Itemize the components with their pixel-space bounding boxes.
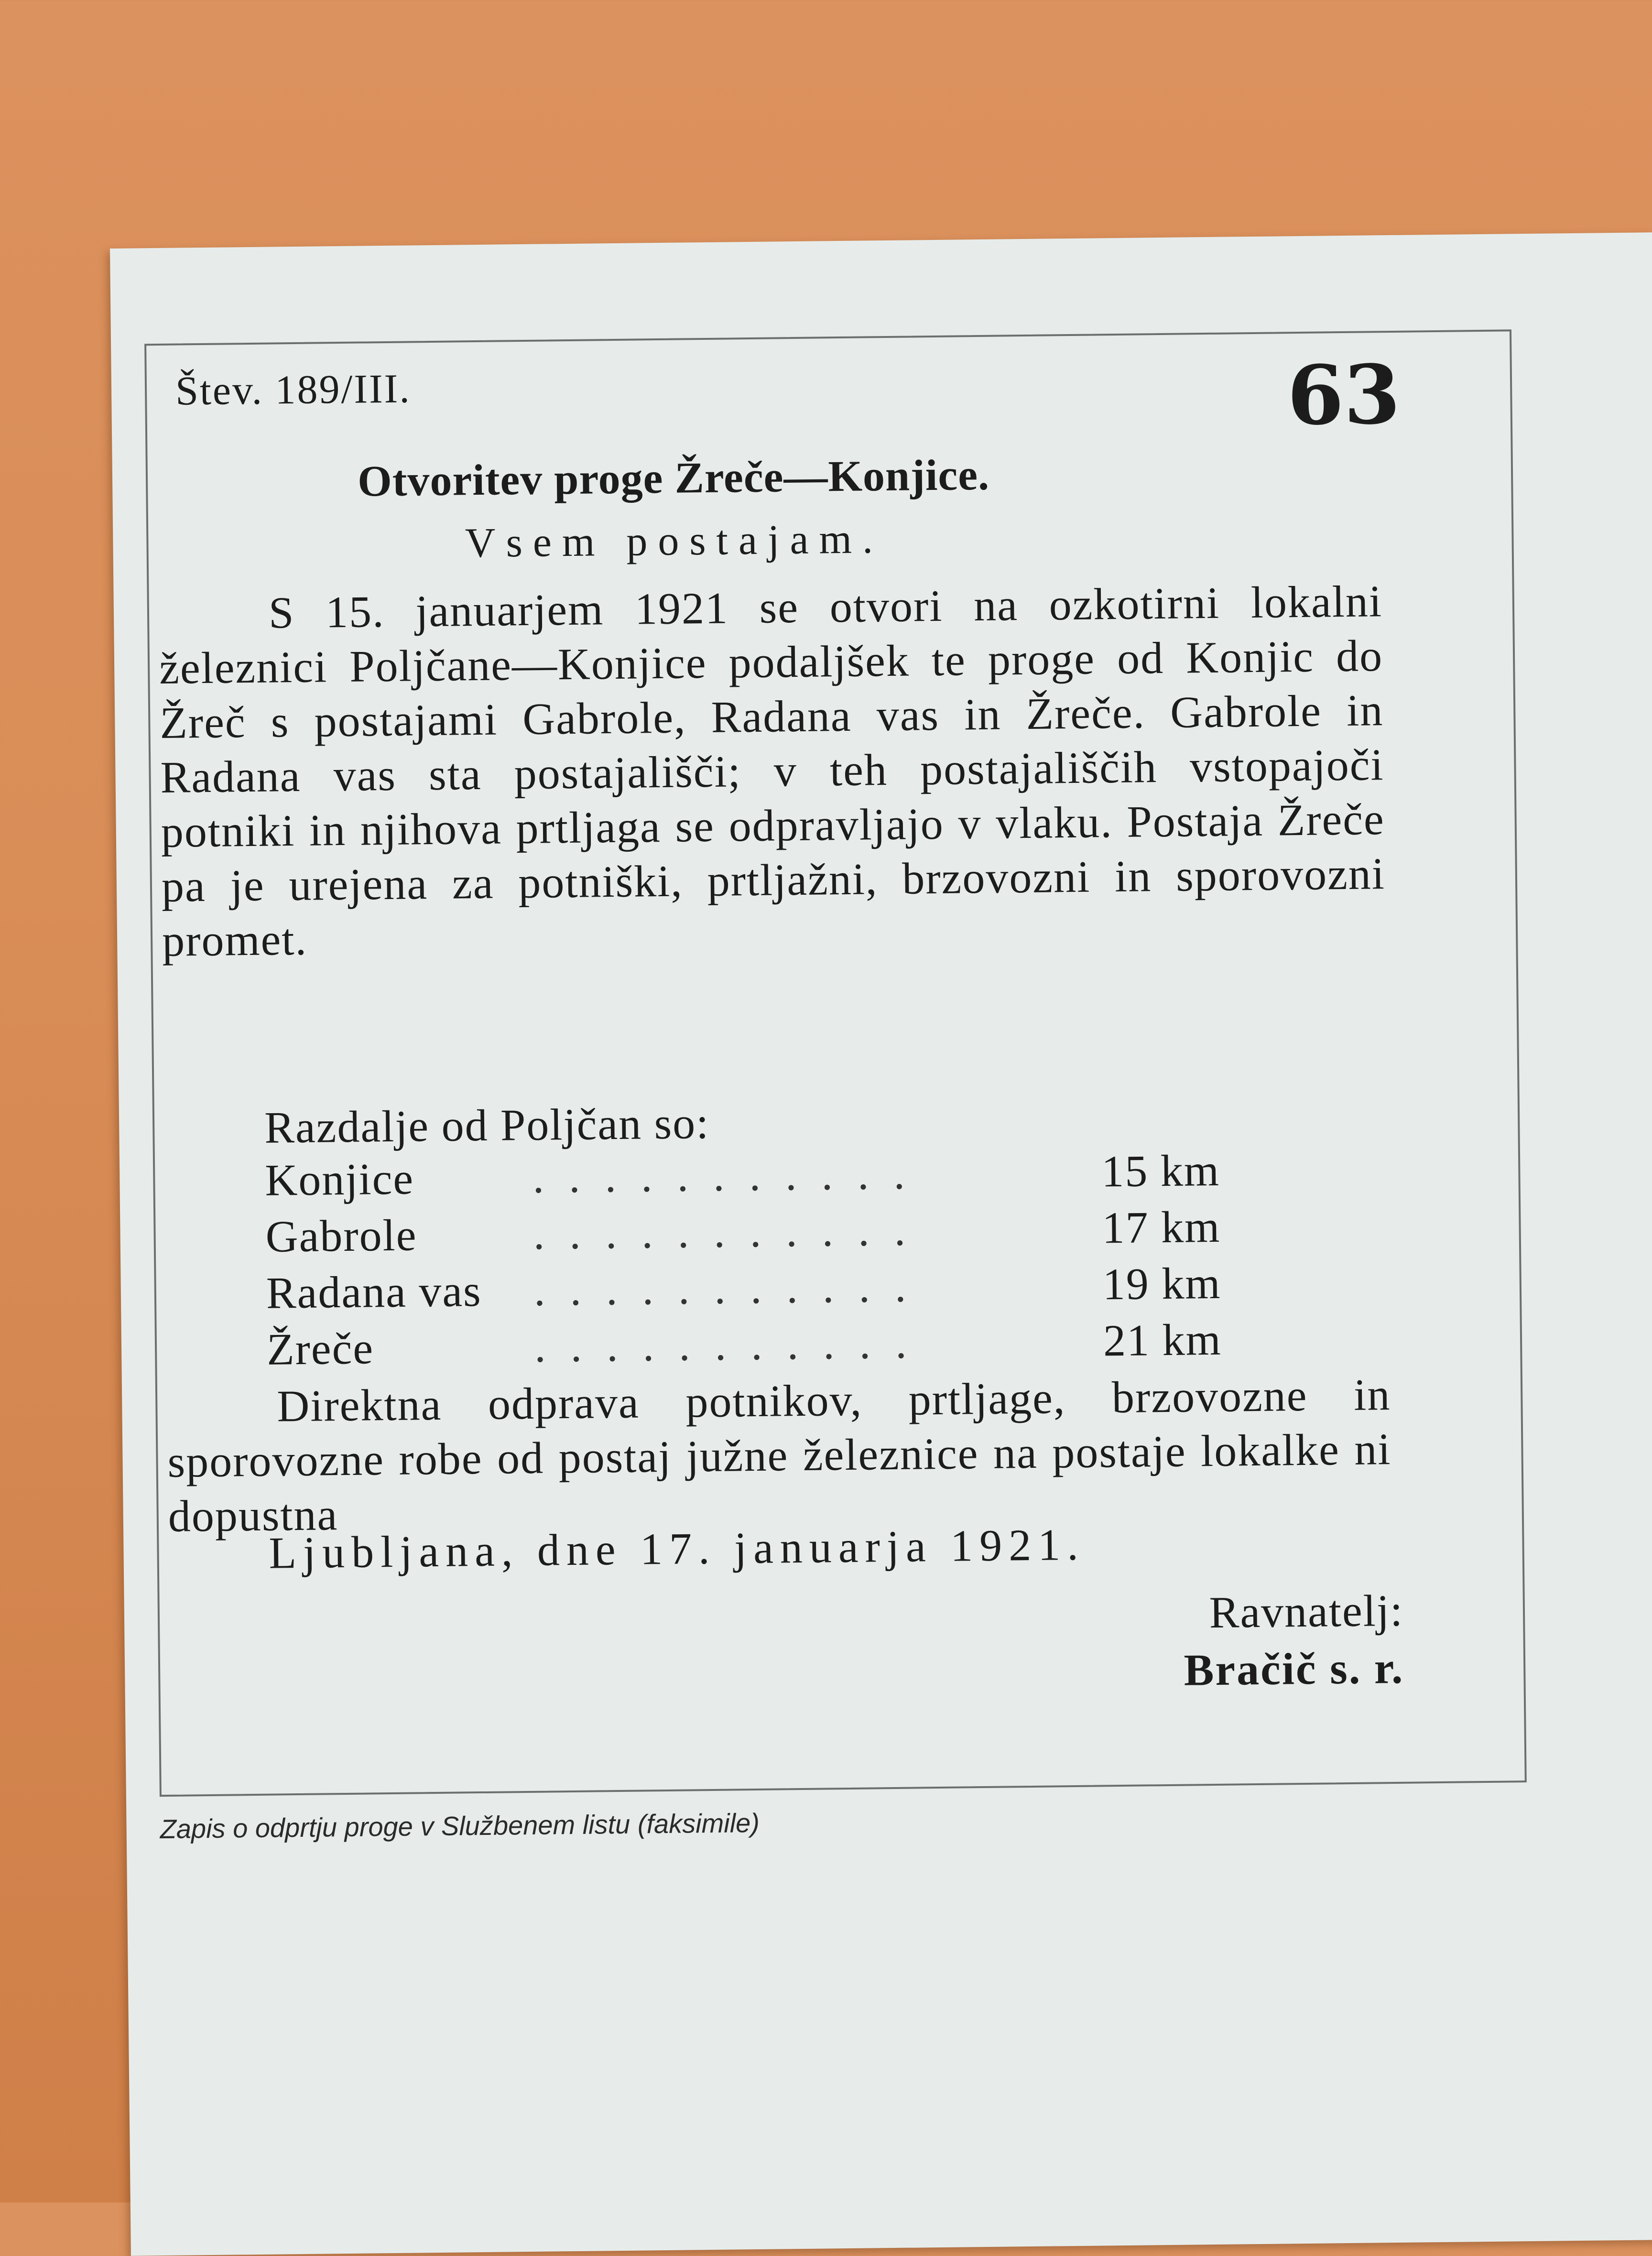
dot-leader: ........... bbox=[533, 1261, 931, 1315]
distances-list bbox=[265, 1144, 1271, 1380]
distance-value: 17 km bbox=[1102, 1202, 1221, 1253]
distance-row bbox=[265, 1201, 1270, 1268]
paper-sheet bbox=[110, 232, 1652, 2256]
distance-value: 15 km bbox=[1101, 1145, 1220, 1197]
distance-value: 19 km bbox=[1102, 1258, 1221, 1310]
paragraph-2 bbox=[167, 1367, 1392, 1544]
signer-name: Bračič s. r. bbox=[1184, 1643, 1404, 1695]
distance-row bbox=[265, 1144, 1269, 1211]
dot-leader: ........... bbox=[534, 1318, 932, 1372]
dot-leader: ........... bbox=[532, 1149, 930, 1203]
paragraph-1 bbox=[158, 574, 1386, 968]
paragraph-1-text: S 15. januarjem 1921 se otvori na ozkotirni lokalni železnici Poljčane—Konjice podaljšek te proge od Konjic do Žreč s postajami Gabrole, Radana vas in Žreče. Gabrole in Radana vas sta postajališči; v teh postajališčih vstopajoči potniki in njihova prtljaga se odpravljajo v vlaku. Postaja Žreče pa je urejena za potniški, prtljažni, brzovozni in sporovozni promet. bbox=[159, 576, 1386, 966]
paragraph-2-text: Direktna odprava potnikov, prtljage, brzovozne in sporovozne robe od postaj južne železnice na postaje lokalke ni dopustna bbox=[167, 1370, 1391, 1541]
place-date: Ljubljana, dne 17. januarja 1921. bbox=[269, 1519, 1086, 1578]
distance-place: Konjice bbox=[264, 1154, 414, 1205]
distance-place: Gabrole bbox=[265, 1210, 417, 1262]
signer-title: Ravnatelj: bbox=[1209, 1585, 1404, 1638]
distances-heading: Razdalje od Poljčan so: bbox=[264, 1098, 710, 1153]
document-title: Otvoritev proge Žreče—Konjice. bbox=[357, 450, 990, 506]
document-number: Štev. 189/III. bbox=[175, 365, 412, 414]
distance-place: Žreče bbox=[266, 1323, 374, 1375]
dot-leader: ........... bbox=[533, 1205, 931, 1259]
distance-row bbox=[266, 1257, 1270, 1324]
page-number: 63 bbox=[1286, 347, 1401, 444]
addressee: Vsem postajam. bbox=[465, 516, 884, 567]
facsimile-frame bbox=[144, 329, 1527, 1797]
distance-place: Radana vas bbox=[266, 1266, 482, 1318]
figure-caption: Zapis o odprtju proge v Službenem listu (faksimile) bbox=[160, 1807, 760, 1844]
distance-value: 21 km bbox=[1103, 1314, 1222, 1366]
